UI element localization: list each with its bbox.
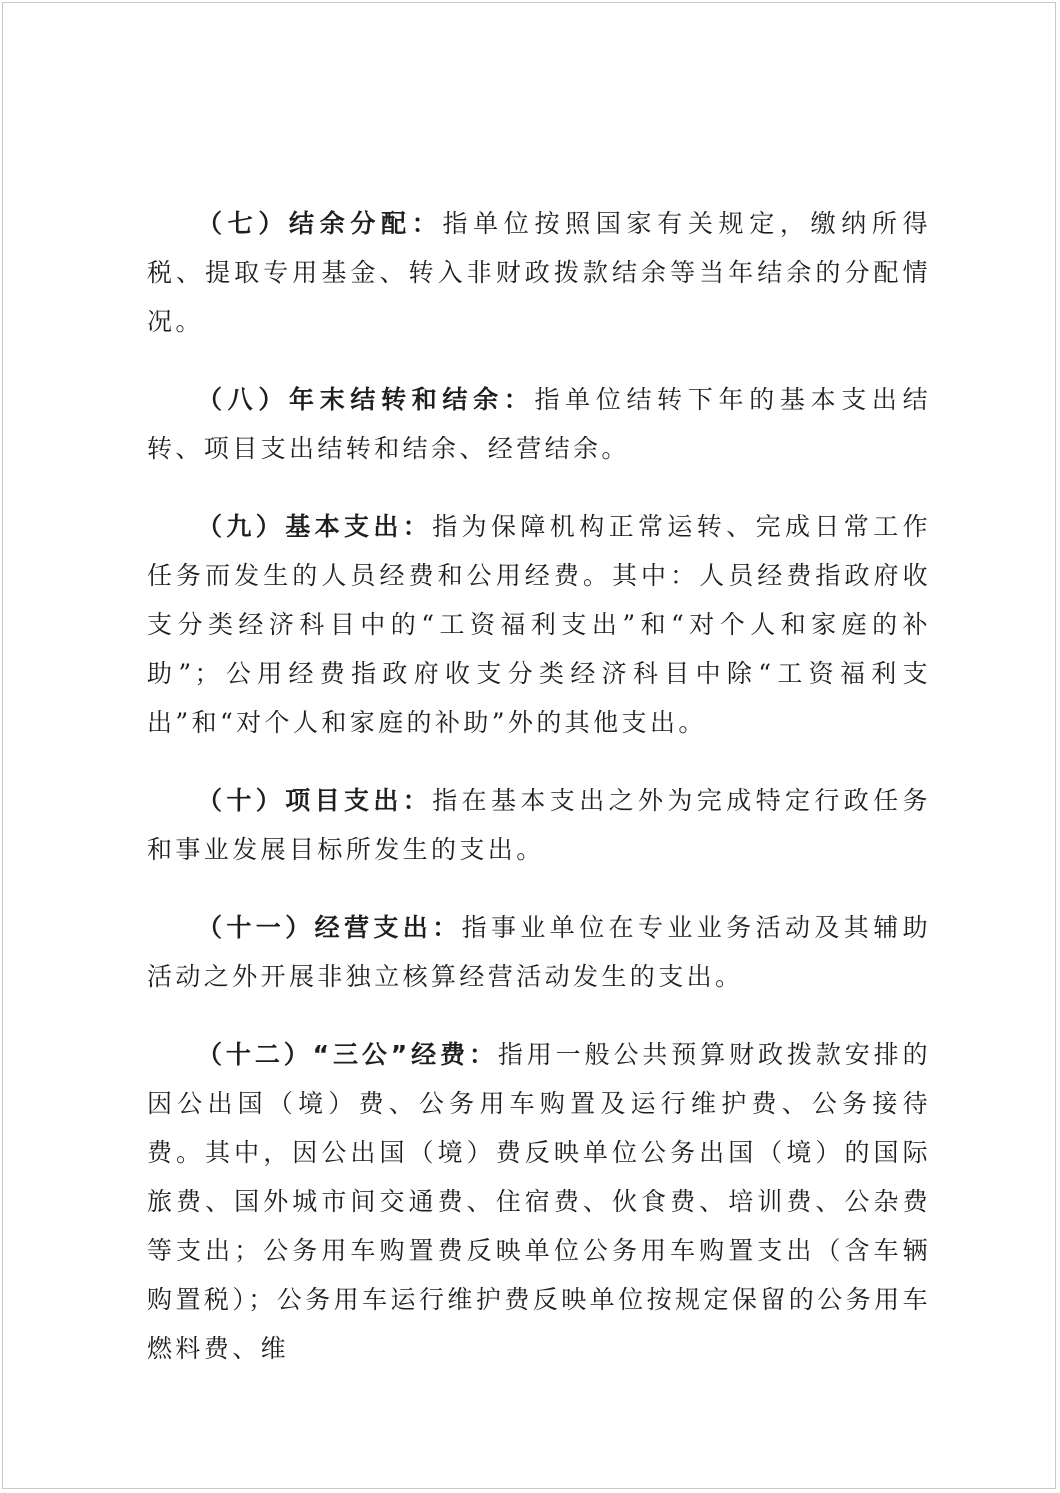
- term-heading: （十）项目支出：: [197, 786, 433, 815]
- paragraph-three-public-expenses: [147, 1030, 931, 1373]
- paragraph-text: 指单位按照国家有关规定，缴纳所得税、提取专用基金、转入非财政拨款结余等当年结余的分配情况。: [147, 209, 932, 336]
- paragraph-text: 指用一般公共预算财政拨款安排的因公出国（境）费、公务用车购置及运行维护费、公务接待费。其中，因公出国（境）费反映单位公务出国（境）的国际旅费、国外城市间交通费、住宿费、伙食费、培训费、公杂费等支出；公务用车购置费反映单位公务用车购置支出（含车辆购置税）；公务用车运行维护费反映单位按规定保留的公务用车燃料费、维: [147, 1040, 931, 1363]
- document-body: [147, 199, 931, 1402]
- paragraph-text: 指事业单位在专业业务活动及其辅助活动之外开展非独立核算经营活动发生的支出。: [147, 913, 932, 991]
- term-heading: （八）年末结转和结余：: [197, 385, 535, 414]
- paragraph-project-expenditure: [147, 776, 931, 874]
- paragraph-text: 指单位结转下年的基本支出结转、项目支出结转和结余、经营结余。: [147, 385, 932, 463]
- paragraph-basic-expenditure: [147, 502, 931, 747]
- document-page: [2, 2, 1056, 1489]
- paragraph-text: 指在基本支出之外为完成特定行政任务和事业发展目标所发生的支出。: [147, 786, 931, 864]
- paragraph-text: 指为保障机构正常运转、完成日常工作任务而发生的人员经费和公用经费。其中：人员经费指政府收支分类经济科目中的“工资福利支出”和“对个人和家庭的补助”；公用经费指政府收支分类经济科目中除“工资福利支出”和“对个人和家庭的补助”外的其他支出。: [147, 512, 931, 737]
- term-heading: （七）结余分配：: [197, 209, 443, 238]
- paragraph-surplus-distribution: [147, 199, 931, 346]
- term-heading: （十二）“三公”经费：: [197, 1040, 498, 1069]
- paragraph-operating-expenditure: [147, 903, 931, 1001]
- paragraph-year-end-carryover: [147, 375, 931, 473]
- term-heading: （九）基本支出：: [197, 512, 433, 541]
- term-heading: （十一）经营支出：: [197, 913, 462, 942]
